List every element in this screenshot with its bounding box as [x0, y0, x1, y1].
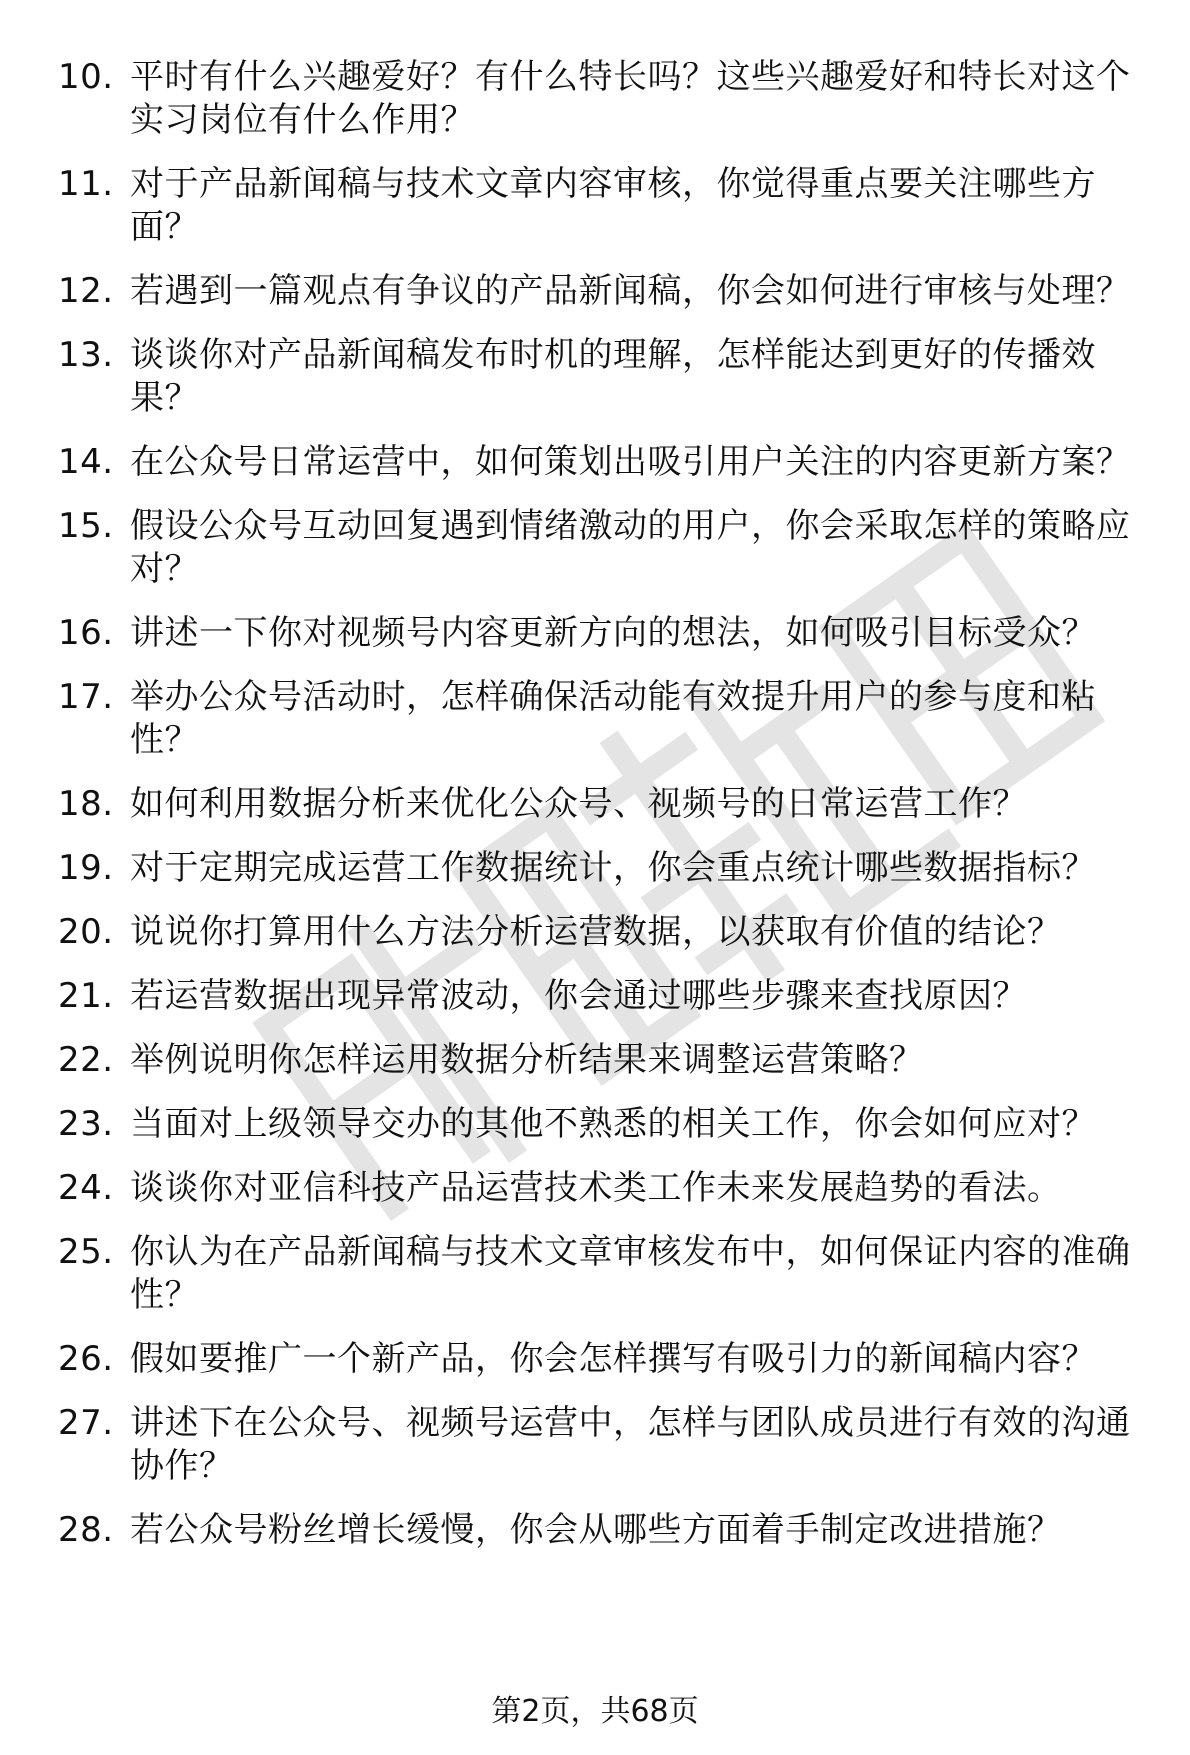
question-number: 13. [58, 335, 114, 375]
question-item [58, 270, 1148, 313]
page-number-footer: 第2页，共68页 [491, 1694, 699, 1729]
question-item [58, 1509, 1148, 1552]
question-number: 24. [58, 1168, 114, 1208]
question-item [58, 975, 1148, 1018]
question-list [58, 56, 1148, 1573]
question-text: 你认为在产品新闻稿与技术文章审核发布中，如何保证内容的准确性？ [130, 1232, 1131, 1315]
question-item [58, 1039, 1148, 1082]
question-number: 23. [58, 1104, 114, 1144]
question-item [58, 783, 1148, 826]
question-number: 21. [58, 976, 114, 1016]
question-text: 讲述下在公众号、视频号运营中，怎样与团队成员进行有效的沟通协作？ [130, 1403, 1131, 1486]
question-item [58, 1103, 1148, 1146]
question-item [58, 1338, 1148, 1381]
question-text: 如何利用数据分析来优化公众号、视频号的日常运营工作？ [130, 784, 1027, 824]
question-item [58, 612, 1148, 655]
question-item [58, 911, 1148, 954]
question-item [58, 441, 1148, 484]
question-number: 14. [58, 442, 114, 482]
question-number: 12. [58, 271, 114, 311]
question-number: 18. [58, 784, 114, 824]
question-text: 若遇到一篇观点有争议的产品新闻稿，你会如何进行审核与处理？ [130, 271, 1131, 311]
question-text: 当面对上级领导交办的其他不熟悉的相关工作，你会如何应对？ [130, 1104, 1096, 1144]
question-text: 假如要推广一个新产品，你会怎样撰写有吸引力的新闻稿内容？ [130, 1339, 1096, 1379]
question-item [58, 56, 1148, 142]
question-text: 谈谈你对产品新闻稿发布时机的理解，怎样能达到更好的传播效果？ [130, 335, 1096, 418]
question-item [58, 505, 1148, 591]
question-text: 举例说明你怎样运用数据分析结果来调整运营策略？ [130, 1040, 924, 1080]
question-text: 对于产品新闻稿与技术文章内容审核，你觉得重点要关注哪些方面？ [130, 164, 1096, 247]
question-item [58, 334, 1148, 420]
question-number: 28. [58, 1510, 114, 1550]
question-text: 举办公众号活动时，怎样确保活动能有效提升用户的参与度和粘性？ [130, 677, 1096, 760]
question-number: 26. [58, 1339, 114, 1379]
question-number: 11. [58, 164, 114, 204]
question-number: 16. [58, 613, 114, 653]
question-item [58, 1167, 1148, 1210]
question-number: 15. [58, 506, 114, 546]
question-number: 27. [58, 1403, 114, 1443]
question-text: 对于定期完成运营工作数据统计，你会重点统计哪些数据指标？ [130, 848, 1096, 888]
question-number: 10. [58, 57, 114, 97]
question-text: 谈谈你对亚信科技产品运营技术类工作未来发展趋势的看法。 [130, 1168, 1062, 1208]
question-text: 若运营数据出现异常波动，你会通过哪些步骤来查找原因？ [130, 976, 1027, 1016]
question-item [58, 163, 1148, 249]
question-item [58, 1402, 1148, 1488]
question-number: 22. [58, 1040, 114, 1080]
question-item [58, 1231, 1148, 1317]
question-text: 讲述一下你对视频号内容更新方向的想法，如何吸引目标受众？ [130, 613, 1096, 653]
question-text: 若公众号粉丝增长缓慢，你会从哪些方面着手制定改进措施？ [130, 1510, 1062, 1550]
question-item [58, 847, 1148, 890]
question-number: 25. [58, 1232, 114, 1272]
question-item [58, 676, 1148, 762]
question-text: 在公众号日常运营中，如何策划出吸引用户关注的内容更新方案？ [130, 442, 1131, 482]
question-number: 17. [58, 677, 114, 717]
question-number: 20. [58, 912, 114, 952]
question-text: 假设公众号互动回复遇到情绪激动的用户，你会采取怎样的策略应对？ [130, 506, 1131, 589]
question-text: 平时有什么兴趣爱好？有什么特长吗？这些兴趣爱好和特长对这个实习岗位有什么作用？ [130, 57, 1131, 140]
question-text: 说说你打算用什么方法分析运营数据，以获取有价值的结论？ [130, 912, 1062, 952]
question-number: 19. [58, 848, 114, 888]
